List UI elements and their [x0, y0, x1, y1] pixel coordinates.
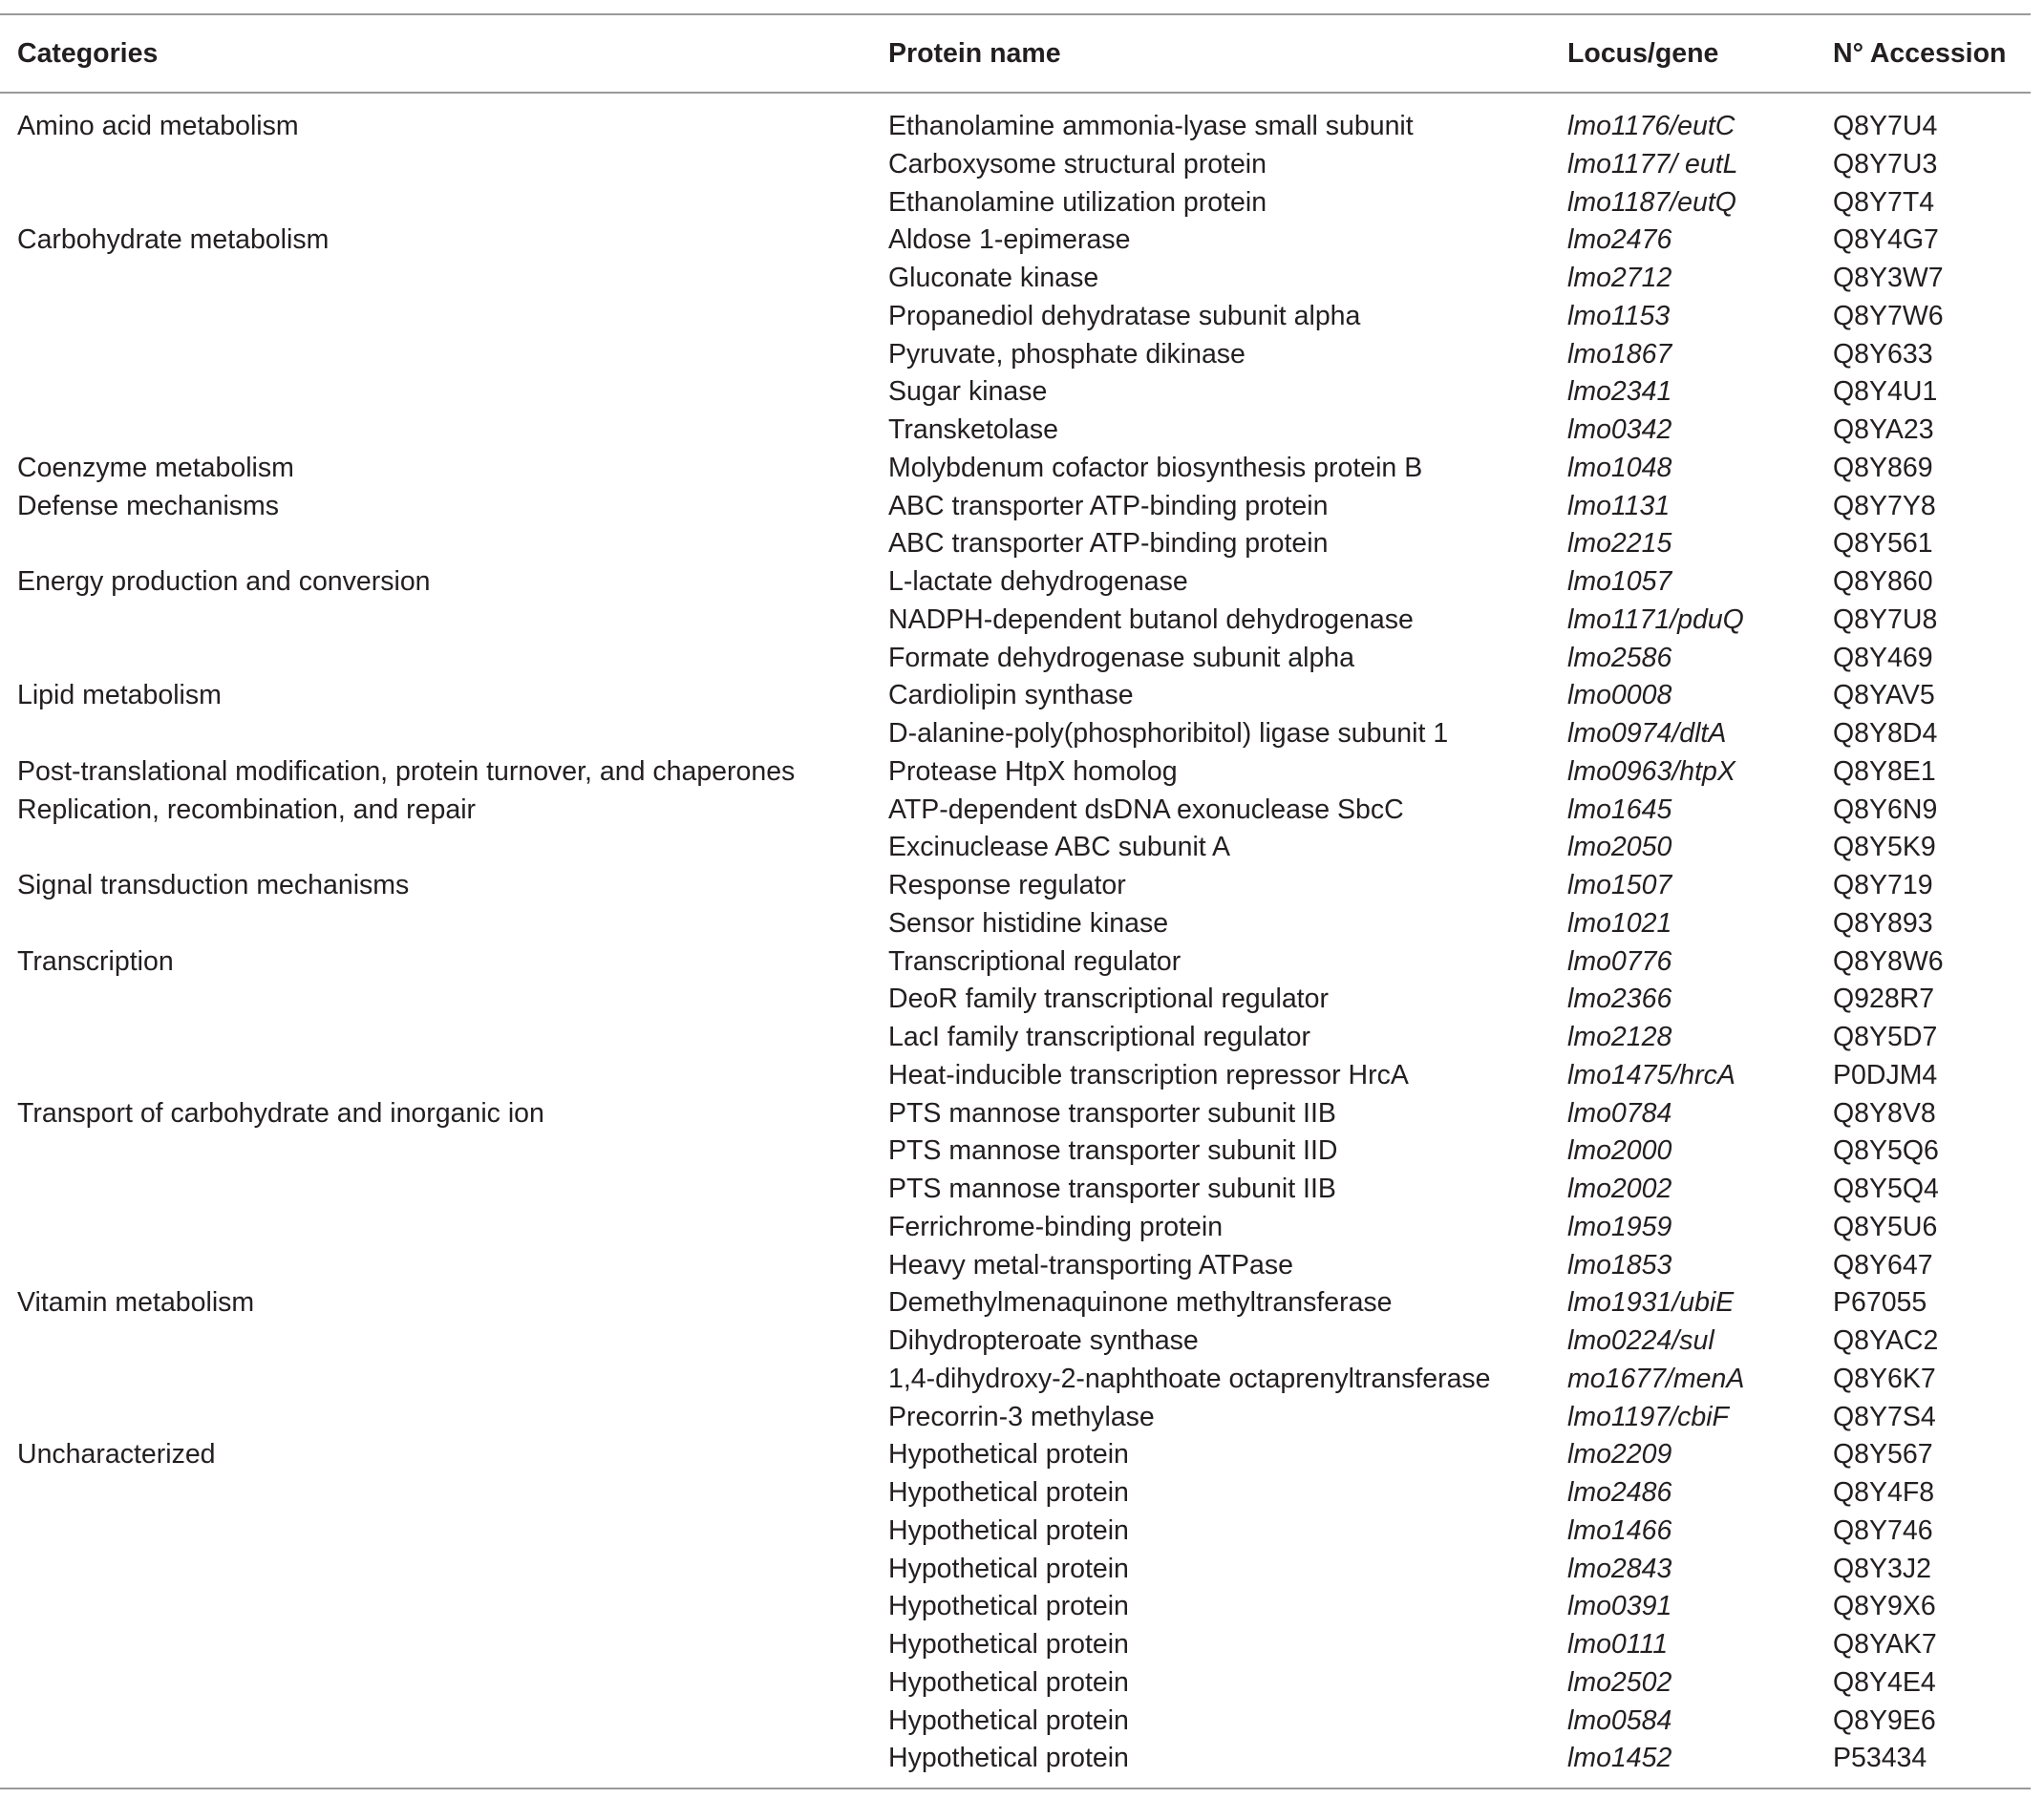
category-cell — [0, 1703, 888, 1741]
table-row — [0, 1209, 2031, 1247]
header-accession: N° Accession — [1833, 37, 2007, 69]
locus-gene-cell: lmo1959 — [1567, 1211, 1672, 1242]
table-row — [0, 260, 2031, 298]
table-row — [0, 1513, 2031, 1551]
locus-gene-cell: lmo2002 — [1567, 1174, 1672, 1204]
table-row — [0, 1626, 2031, 1664]
locus-gene-cell: lmo1645 — [1567, 794, 1672, 825]
accession-cell: Q8YAC2 — [1833, 1325, 1939, 1356]
table-row — [0, 488, 2031, 526]
protein-name-cell: Ethanolamine ammonia-lyase small subunit — [888, 111, 1414, 141]
protein-name-cell: Sensor histidine kinase — [888, 907, 1169, 939]
table-row — [0, 1399, 2031, 1437]
locus-gene-cell: mo1677/menA — [1567, 1363, 1745, 1394]
table-row — [0, 563, 2031, 602]
table-row — [0, 1703, 2031, 1741]
locus-gene-cell: lmo2215 — [1567, 528, 1672, 560]
protein-name-cell: ATP-dependent dsDNA exonuclease SbcC — [888, 794, 1404, 825]
category-cell — [0, 1626, 888, 1664]
table-row — [0, 715, 2031, 753]
category-cell: Vitamin metabolism — [17, 1287, 255, 1319]
accession-cell: Q8Y719 — [1833, 870, 1933, 900]
locus-gene-cell: lmo1177/ eutL — [1567, 148, 1738, 180]
category-cell — [0, 1740, 888, 1788]
category-cell: Post-translational modification, protein turnover, and chaperones — [17, 755, 796, 787]
accession-cell: Q8Y561 — [1833, 528, 1933, 560]
table-row — [0, 1323, 2031, 1361]
locus-gene-cell: lmo2843 — [1567, 1553, 1672, 1584]
table-row — [0, 222, 2031, 260]
category-cell — [0, 373, 888, 412]
table-row — [0, 602, 2031, 640]
table-row — [0, 792, 2031, 830]
protein-name-cell: NADPH-dependent butanol dehydrogenase — [888, 603, 1414, 635]
protein-name-cell: ABC transporter ATP-binding protein — [888, 490, 1329, 521]
category-cell — [0, 1209, 888, 1247]
accession-cell: Q8Y5K9 — [1833, 832, 1936, 863]
accession-cell: Q8Y5U6 — [1833, 1211, 1938, 1242]
accession-cell: Q8Y7S4 — [1833, 1401, 1936, 1432]
header-categories: Categories — [17, 37, 159, 69]
protein-name-cell: Propanediol dehydratase subunit alpha — [888, 300, 1361, 331]
table-row — [0, 981, 2031, 1019]
locus-gene-cell: lmo1048 — [1567, 452, 1672, 483]
locus-gene-cell: lmo2586 — [1567, 642, 1672, 673]
category-cell — [0, 640, 888, 678]
protein-name-cell: Ethanolamine utilization protein — [888, 186, 1267, 218]
protein-name-cell: Formate dehydrogenase subunit alpha — [888, 642, 1354, 673]
category-cell: Signal transduction mechanisms — [17, 870, 410, 900]
table-row — [0, 1551, 2031, 1589]
accession-cell: Q8YAV5 — [1833, 680, 1935, 711]
category-cell: Lipid metabolism — [17, 680, 222, 711]
category-cell — [0, 184, 888, 222]
table-header — [0, 15, 2031, 93]
locus-gene-cell: lmo0224/sul — [1567, 1325, 1714, 1356]
protein-name-cell: PTS mannose transporter subunit IIB — [888, 1097, 1336, 1129]
table-row — [0, 1057, 2031, 1095]
table-body — [0, 93, 2031, 1788]
locus-gene-cell: lmo1507 — [1567, 870, 1672, 900]
table-row — [0, 184, 2031, 222]
table-row — [0, 412, 2031, 450]
locus-gene-cell: lmo0963/htpX — [1567, 755, 1735, 787]
protein-name-cell: Excinuclease ABC subunit A — [888, 832, 1231, 863]
accession-cell: Q8Y8V8 — [1833, 1097, 1936, 1129]
locus-gene-cell: lmo1452 — [1567, 1743, 1672, 1774]
accession-cell: P67055 — [1833, 1287, 1927, 1319]
table-row — [0, 677, 2031, 715]
category-cell: Transcription — [17, 945, 174, 977]
locus-gene-cell: lmo1187/eutQ — [1567, 186, 1736, 218]
category-cell — [0, 298, 888, 336]
table-row — [0, 450, 2031, 488]
locus-gene-cell: lmo2209 — [1567, 1439, 1672, 1471]
accession-cell: Q8Y8E1 — [1833, 755, 1936, 787]
locus-gene-cell: lmo1171/pduQ — [1567, 603, 1744, 635]
accession-cell: Q8Y5D7 — [1833, 1022, 1938, 1052]
locus-gene-cell: lmo1131 — [1567, 490, 1671, 521]
accession-cell: Q8YAK7 — [1833, 1629, 1937, 1660]
table-row — [0, 525, 2031, 563]
locus-gene-cell: lmo2050 — [1567, 832, 1672, 863]
category-cell — [0, 146, 888, 184]
locus-gene-cell: lmo1021 — [1567, 907, 1672, 939]
locus-gene-cell: lmo1475/hrcA — [1567, 1059, 1735, 1090]
protein-name-cell: Demethylmenaquinone methyltransferase — [888, 1287, 1393, 1319]
category-cell: Carbohydrate metabolism — [17, 224, 330, 256]
category-cell — [0, 1171, 888, 1209]
protein-name-cell: Transketolase — [888, 414, 1058, 445]
protein-name-cell: Cardiolipin synthase — [888, 680, 1134, 711]
accession-cell: Q8Y8W6 — [1833, 945, 1944, 977]
accession-cell: Q8Y7U4 — [1833, 111, 1938, 141]
protein-table-container — [0, 13, 2044, 1789]
protein-name-cell: ABC transporter ATP-binding protein — [888, 528, 1329, 560]
table-row — [0, 1361, 2031, 1399]
table-row — [0, 1284, 2031, 1323]
accession-cell: Q8Y469 — [1833, 642, 1933, 673]
accession-cell: Q8Y8D4 — [1833, 718, 1938, 749]
table-row — [0, 1132, 2031, 1171]
category-cell: Uncharacterized — [17, 1439, 216, 1471]
protein-name-cell: Hypothetical protein — [888, 1553, 1129, 1584]
protein-name-cell: Heavy metal-transporting ATPase — [888, 1249, 1293, 1280]
category-cell — [0, 1057, 888, 1095]
accession-cell: Q8Y4G7 — [1833, 224, 1939, 256]
locus-gene-cell: lmo0391 — [1567, 1591, 1672, 1622]
table-row — [0, 93, 2031, 146]
table-row — [0, 1474, 2031, 1513]
accession-cell: Q8Y9E6 — [1833, 1704, 1936, 1736]
category-cell — [0, 1588, 888, 1626]
locus-gene-cell: lmo1867 — [1567, 338, 1672, 370]
protein-name-cell: DeoR family transcriptional regulator — [888, 984, 1329, 1015]
accession-cell: Q8Y7U8 — [1833, 603, 1938, 635]
accession-cell: Q8Y860 — [1833, 566, 1933, 597]
category-cell: Replication, recombination, and repair — [17, 794, 477, 825]
protein-name-cell: Molybdenum cofactor biosynthesis protein B — [888, 452, 1423, 483]
table-row — [0, 1436, 2031, 1474]
accession-cell: Q8Y647 — [1833, 1249, 1933, 1280]
category-cell: Coenzyme metabolism — [17, 452, 294, 483]
protein-name-cell: PTS mannose transporter subunit IIB — [888, 1174, 1336, 1204]
locus-gene-cell: lmo1057 — [1567, 566, 1672, 597]
table-row — [0, 1095, 2031, 1133]
category-cell — [0, 1132, 888, 1171]
locus-gene-cell: lmo2000 — [1567, 1135, 1672, 1167]
category-cell — [0, 1019, 888, 1057]
category-cell — [0, 1551, 888, 1589]
protein-name-cell: Sugar kinase — [888, 376, 1048, 408]
protein-name-cell: Protease HtpX homolog — [888, 755, 1178, 787]
locus-gene-cell: lmo1176/eutC — [1567, 111, 1735, 141]
locus-gene-cell: lmo2341 — [1567, 376, 1672, 408]
locus-gene-cell: lmo0111 — [1567, 1629, 1669, 1660]
accession-cell: Q8Y7T4 — [1833, 186, 1935, 218]
category-cell — [0, 336, 888, 374]
category-cell — [0, 1513, 888, 1551]
category-cell — [0, 602, 888, 640]
table-row — [0, 1171, 2031, 1209]
protein-name-cell: Hypothetical protein — [888, 1439, 1129, 1471]
locus-gene-cell: lmo2366 — [1567, 984, 1672, 1015]
locus-gene-cell: lmo2502 — [1567, 1666, 1672, 1698]
locus-gene-cell: lmo1197/cbiF — [1567, 1401, 1729, 1432]
table-row — [0, 1247, 2031, 1285]
accession-cell: Q8Y5Q6 — [1833, 1135, 1939, 1167]
category-cell — [0, 412, 888, 450]
protein-table — [0, 15, 2031, 1789]
category-cell: Energy production and conversion — [17, 566, 431, 597]
protein-name-cell: Hypothetical protein — [888, 1629, 1129, 1660]
table-row — [0, 1019, 2031, 1057]
accession-cell: Q928R7 — [1833, 984, 1935, 1015]
table-row — [0, 373, 2031, 412]
table-row — [0, 829, 2031, 867]
table-row — [0, 867, 2031, 905]
category-cell: Amino acid metabolism — [17, 111, 299, 141]
protein-name-cell: Precorrin-3 methylase — [888, 1401, 1155, 1432]
accession-cell: Q8Y4U1 — [1833, 376, 1938, 408]
locus-gene-cell: lmo2486 — [1567, 1477, 1672, 1508]
table-row — [0, 753, 2031, 792]
protein-name-cell: Transcriptional regulator — [888, 945, 1182, 977]
protein-name-cell: D-alanine-poly(phosphoribitol) ligase subunit 1 — [888, 718, 1449, 749]
header-locus-gene: Locus/gene — [1567, 37, 1719, 69]
protein-name-cell: PTS mannose transporter subunit IID — [888, 1135, 1338, 1167]
table-row — [0, 1588, 2031, 1626]
protein-name-cell: Pyruvate, phosphate dikinase — [888, 338, 1246, 370]
locus-gene-cell: lmo2712 — [1567, 263, 1672, 293]
category-cell: Transport of carbohydrate and inorganic ion — [17, 1097, 544, 1129]
protein-name-cell: Carboxysome structural protein — [888, 148, 1267, 180]
accession-cell: Q8Y6K7 — [1833, 1363, 1936, 1394]
table-row — [0, 298, 2031, 336]
locus-gene-cell: lmo0008 — [1567, 680, 1672, 711]
table-row — [0, 336, 2031, 374]
category-cell — [0, 829, 888, 867]
accession-cell: Q8Y4E4 — [1833, 1666, 1936, 1698]
accession-cell: P53434 — [1833, 1743, 1927, 1774]
accession-cell: Q8YA23 — [1833, 414, 1934, 445]
locus-gene-cell: lmo0974/dltA — [1567, 718, 1727, 749]
accession-cell: Q8Y869 — [1833, 452, 1933, 483]
table-row — [0, 943, 2031, 982]
table-row — [0, 1740, 2031, 1788]
accession-cell: Q8Y3W7 — [1833, 263, 1944, 293]
protein-name-cell: L-lactate dehydrogenase — [888, 566, 1188, 597]
table-row — [0, 146, 2031, 184]
category-cell — [0, 1664, 888, 1703]
protein-name-cell: Hypothetical protein — [888, 1743, 1129, 1774]
protein-name-cell: Hypothetical protein — [888, 1591, 1129, 1622]
protein-name-cell: Aldose 1-epimerase — [888, 224, 1131, 256]
category-cell — [0, 1361, 888, 1399]
locus-gene-cell: lmo2128 — [1567, 1022, 1672, 1052]
table-row — [0, 640, 2031, 678]
category-cell — [0, 1247, 888, 1285]
locus-gene-cell: lmo0584 — [1567, 1704, 1672, 1736]
accession-cell: Q8Y746 — [1833, 1514, 1933, 1546]
protein-name-cell: Response regulator — [888, 870, 1126, 900]
category-cell — [0, 715, 888, 753]
locus-gene-cell: lmo1466 — [1567, 1514, 1672, 1546]
category-cell — [0, 981, 888, 1019]
locus-gene-cell: lmo0776 — [1567, 945, 1672, 977]
locus-gene-cell: lmo0342 — [1567, 414, 1672, 445]
protein-name-cell: Hypothetical protein — [888, 1666, 1129, 1698]
accession-cell: Q8Y567 — [1833, 1439, 1933, 1471]
header-row — [0, 15, 2031, 93]
accession-cell: Q8Y3J2 — [1833, 1553, 1931, 1584]
accession-cell: Q8Y5Q4 — [1833, 1174, 1939, 1204]
protein-name-cell: 1,4-dihydroxy-2-naphthoate octaprenyltransferase — [888, 1363, 1491, 1394]
protein-name-cell: Hypothetical protein — [888, 1477, 1129, 1508]
protein-name-cell: LacI family transcriptional regulator — [888, 1022, 1310, 1052]
protein-name-cell: Ferrichrome-binding protein — [888, 1211, 1224, 1242]
accession-cell: Q8Y7W6 — [1833, 300, 1944, 331]
protein-name-cell: Heat-inducible transcription repressor HrcA — [888, 1059, 1409, 1090]
accession-cell: Q8Y893 — [1833, 907, 1933, 939]
protein-name-cell: Gluconate kinase — [888, 263, 1099, 293]
category-cell — [0, 1474, 888, 1513]
category-cell — [0, 1399, 888, 1437]
category-cell — [0, 260, 888, 298]
accession-cell: Q8Y6N9 — [1833, 794, 1938, 825]
accession-cell: Q8Y7Y8 — [1833, 490, 1936, 521]
header-protein-name: Protein name — [888, 37, 1061, 69]
accession-cell: P0DJM4 — [1833, 1059, 1938, 1090]
protein-name-cell: Dihydropteroate synthase — [888, 1325, 1199, 1356]
category-cell: Defense mechanisms — [17, 490, 280, 521]
locus-gene-cell: lmo2476 — [1567, 224, 1672, 256]
table-row — [0, 905, 2031, 943]
locus-gene-cell: lmo1153 — [1567, 300, 1671, 331]
locus-gene-cell: lmo1931/ubiE — [1567, 1287, 1735, 1319]
accession-cell: Q8Y9X6 — [1833, 1591, 1936, 1622]
table-row — [0, 1664, 2031, 1703]
category-cell — [0, 525, 888, 563]
category-cell — [0, 1323, 888, 1361]
protein-name-cell: Hypothetical protein — [888, 1514, 1129, 1546]
category-cell — [0, 905, 888, 943]
accession-cell: Q8Y7U3 — [1833, 148, 1938, 180]
accession-cell: Q8Y4F8 — [1833, 1477, 1935, 1508]
locus-gene-cell: lmo1853 — [1567, 1249, 1672, 1280]
accession-cell: Q8Y633 — [1833, 338, 1933, 370]
protein-name-cell: Hypothetical protein — [888, 1704, 1129, 1736]
locus-gene-cell: lmo0784 — [1567, 1097, 1672, 1129]
